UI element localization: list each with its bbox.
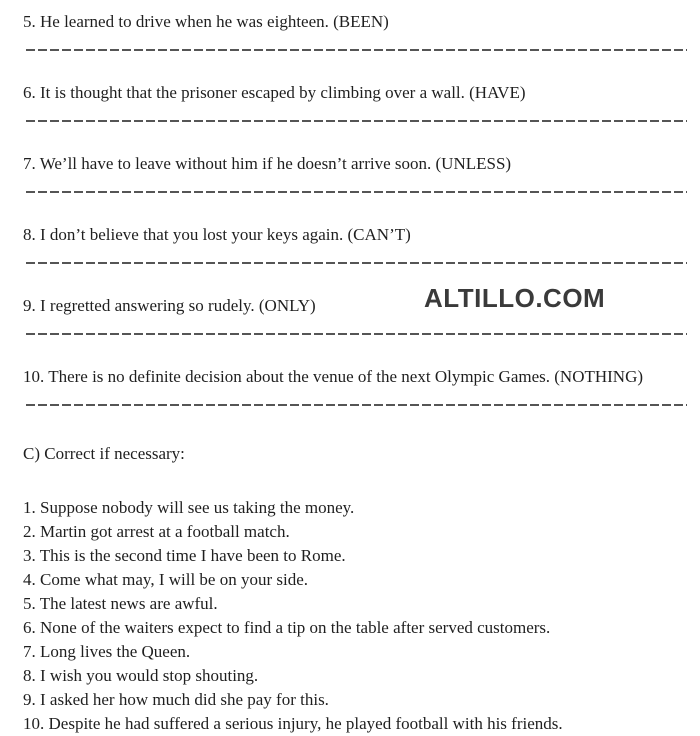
exercise-b-sentence-6: 6. It is thought that the prisoner escaped by climbing over a wall. (HAVE) bbox=[23, 83, 526, 102]
altillo-watermark: ALTILLO.COM bbox=[424, 283, 606, 313]
exercise-c-item-1: 1. Suppose nobody will see us taking the money. bbox=[23, 498, 355, 517]
exercise-c-item-7: 7. Long lives the Queen. bbox=[23, 642, 191, 661]
exercise-b-item-6 bbox=[23, 83, 687, 122]
answer-blank-line-5 bbox=[26, 49, 687, 51]
exercise-c-item-3: 3. This is the second time I have been to Rome. bbox=[23, 546, 346, 565]
exercise-c-item-4: 4. Come what may, I will be on your side. bbox=[23, 570, 309, 589]
exercise-c-item-6: 6. None of the waiters expect to find a tip on the table after served customers. bbox=[23, 618, 551, 637]
answer-blank-line-9 bbox=[26, 333, 687, 335]
exercise-b-sentence-7: 7. We’ll have to leave without him if he doesn’t arrive soon. (UNLESS) bbox=[23, 154, 512, 173]
exercise-b-section bbox=[23, 12, 687, 406]
exercise-b-sentence-5: 5. He learned to drive when he was eighteen. (BEEN) bbox=[23, 12, 389, 31]
exercise-b-sentence-8: 8. I don’t believe that you lost your keys again. (CAN’T) bbox=[23, 225, 411, 244]
exercise-b-item-10 bbox=[23, 367, 687, 406]
exercise-c-list bbox=[23, 496, 687, 736]
answer-blank-line-6 bbox=[26, 120, 687, 122]
answer-blank-line-10 bbox=[26, 404, 687, 406]
answer-blank-line-8 bbox=[26, 262, 687, 264]
exercise-b-sentence-10: 10. There is no definite decision about the venue of the next Olympic Games. (NOTHING) bbox=[23, 367, 644, 386]
exercise-c-item-10: 10. Despite he had suffered a serious injury, he played football with his friends. bbox=[23, 714, 563, 733]
exercise-c-heading: C) Correct if necessary: bbox=[23, 444, 185, 463]
answer-blank-line-7 bbox=[26, 191, 687, 193]
exercise-c-item-8: 8. I wish you would stop shouting. bbox=[23, 666, 259, 685]
exercise-b-item-5 bbox=[23, 12, 687, 51]
exercise-b-item-7 bbox=[23, 154, 687, 193]
exercise-c-item-2: 2. Martin got arrest at a football match. bbox=[23, 522, 290, 541]
exercise-c-item-5: 5. The latest news are awful. bbox=[23, 594, 218, 613]
exercise-b-item-8 bbox=[23, 225, 687, 264]
exercise-b-sentence-9: 9. I regretted answering so rudely. (ONLY) bbox=[23, 296, 316, 315]
exercise-c-item-9: 9. I asked her how much did she pay for this. bbox=[23, 690, 329, 709]
